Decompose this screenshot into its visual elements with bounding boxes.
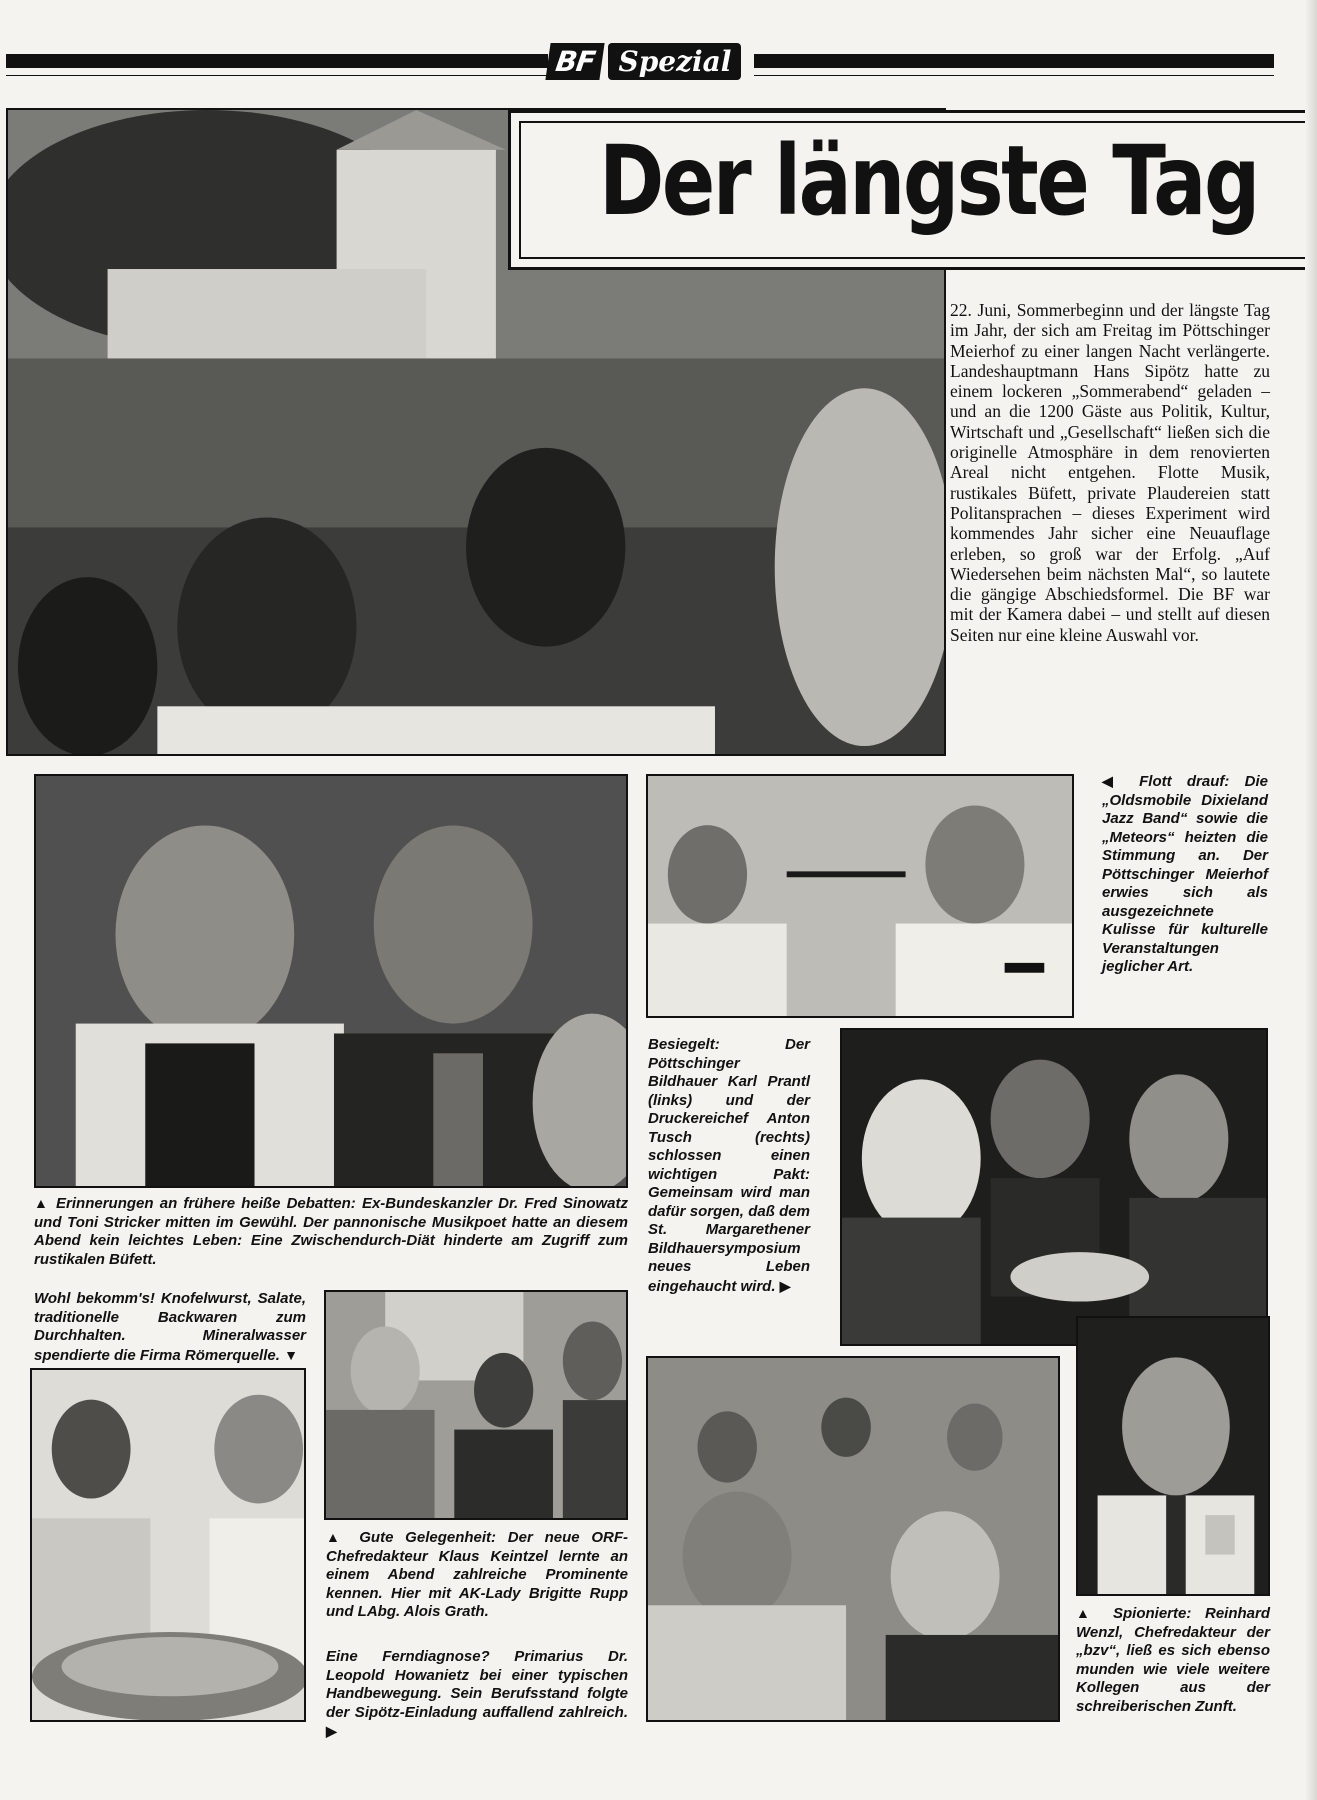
section-logo <box>548 38 754 84</box>
spezial-logo: Spezial <box>608 43 741 80</box>
right-arrow-icon: ▶ <box>326 1723 337 1739</box>
left-arrow-icon: ◀ <box>1102 773 1124 789</box>
photo-sinowatz <box>34 774 628 1188</box>
caption-wenzl <box>1076 1604 1270 1716</box>
caption-ferndiagnose-text: Eine Ferndiagnose? Primarius Dr. Leopold Howanietz bei einer typischen Handbewegung. Sein Berufsstand folgte der Sipötz-Einladung auffallend zahlreich. <box>326 1648 628 1721</box>
caption-buffet-text: Wohl bekomm's! Knofelwurst, Salate, traditionelle Backwaren zum Durchhalten. Mineralwasser spendierte die Firma Römerquelle. <box>34 1290 306 1364</box>
caption-band <box>1102 772 1268 977</box>
photo-wenzl <box>1076 1316 1270 1596</box>
caption-orf <box>326 1528 628 1622</box>
caption-buffet <box>34 1290 306 1365</box>
caption-sinowatz <box>34 1194 628 1269</box>
caption-besiegelt-text: Besiegelt: Der Pöttschinger Bildhauer Karl Prantl (links) und der Druckereichef Anton Tusch (rechts) schlossen einen wichtigen Pakt: Gemeinsam wird man dafür sorgen, daß dem St. Margarethener Bildhauersymposium neues Leben eingehaucht wird. <box>648 1036 810 1295</box>
right-arrow-icon: ▶ <box>779 1277 791 1294</box>
photo-prantl-tusch <box>840 1028 1268 1346</box>
photo-orf <box>324 1290 628 1520</box>
photo-buffet <box>30 1368 306 1722</box>
caption-sinowatz-text: Erinnerungen an frühere heiße Debatten: Ex-Bundeskanzler Dr. Fred Sinowatz und Toni Stricker mitten im Gewühl. Der pannonische Musikpoet hatte an diesem Abend kein leichtes Leben: Eine Zwischendurch-Diät hinderte am Zugriff zum rustikalen Büfett. <box>34 1195 629 1268</box>
caption-ferndiagnose <box>326 1648 628 1742</box>
article-title: Der längste Tag <box>599 125 1258 237</box>
up-arrow-icon: ▲ <box>326 1529 348 1545</box>
caption-besiegelt <box>648 1036 810 1296</box>
caption-band-text: Flott drauf: Die „Oldsmobile Dixieland Jazz Band“ sowie die „Meteors“ heizten die Stimmung an. Der Pöttschinger Meierhof erwies sich als ausgezeichnete Kulisse für kulturelle Veranstaltungen jeglicher Art. <box>1102 773 1268 975</box>
caption-orf-text: Gute Gelegenheit: Der neue ORF-Chefredakteur Klaus Keintzel lernte an einem Abend zahlreiche Prominente kennen. Hier mit AK-Lady Brigitte Rupp und LAbg. Alois Grath. <box>326 1529 629 1620</box>
title-box <box>508 110 1317 270</box>
up-arrow-icon: ▲ <box>1076 1605 1100 1621</box>
down-arrow-icon: ▼ <box>284 1346 298 1363</box>
photo-howanietz <box>646 1356 1060 1722</box>
photo-band <box>646 774 1074 1018</box>
up-arrow-icon: ▲ <box>34 1195 50 1211</box>
bf-logo: BF <box>545 43 605 80</box>
page-edge <box>1305 0 1317 1800</box>
caption-wenzl-text: Spionierte: Reinhard Wenzl, Chefredakteur der „bzv“, ließ es sich ebenso munden wie viele weitere Kollegen aus der schreiberischen Zunft. <box>1076 1605 1270 1715</box>
intro-text: 22. Juni, Sommerbeginn und der längste Tag im Jahr, der sich am Freitag im Pöttschinger Meierhof zu einer langen Nacht verlängerte. Landeshauptmann Hans Sipötz hatte zu einem lockeren „Sommerabend“ geladen – und an die 1200 Gäste aus Politik, Kultur, Wirtschaft und „Gesellschaft“ ließen sich die originelle Atmosphäre in dem renovierten Areal nicht entgehen. Flotte Musik, rustikales Büfett, private Plaudereien statt Politansprachen – dieses Experiment wird kommendes Jahr sicher eine Neuauflage erleben, so groß war der Erfolg. „Auf Wiedersehen beim nächsten Mal“, so lautete die gängige Abschiedsformel. Die BF war mit der Kamera dabei – und stellt auf diesen Seiten nur eine kleine Auswahl vor. <box>950 300 1270 645</box>
